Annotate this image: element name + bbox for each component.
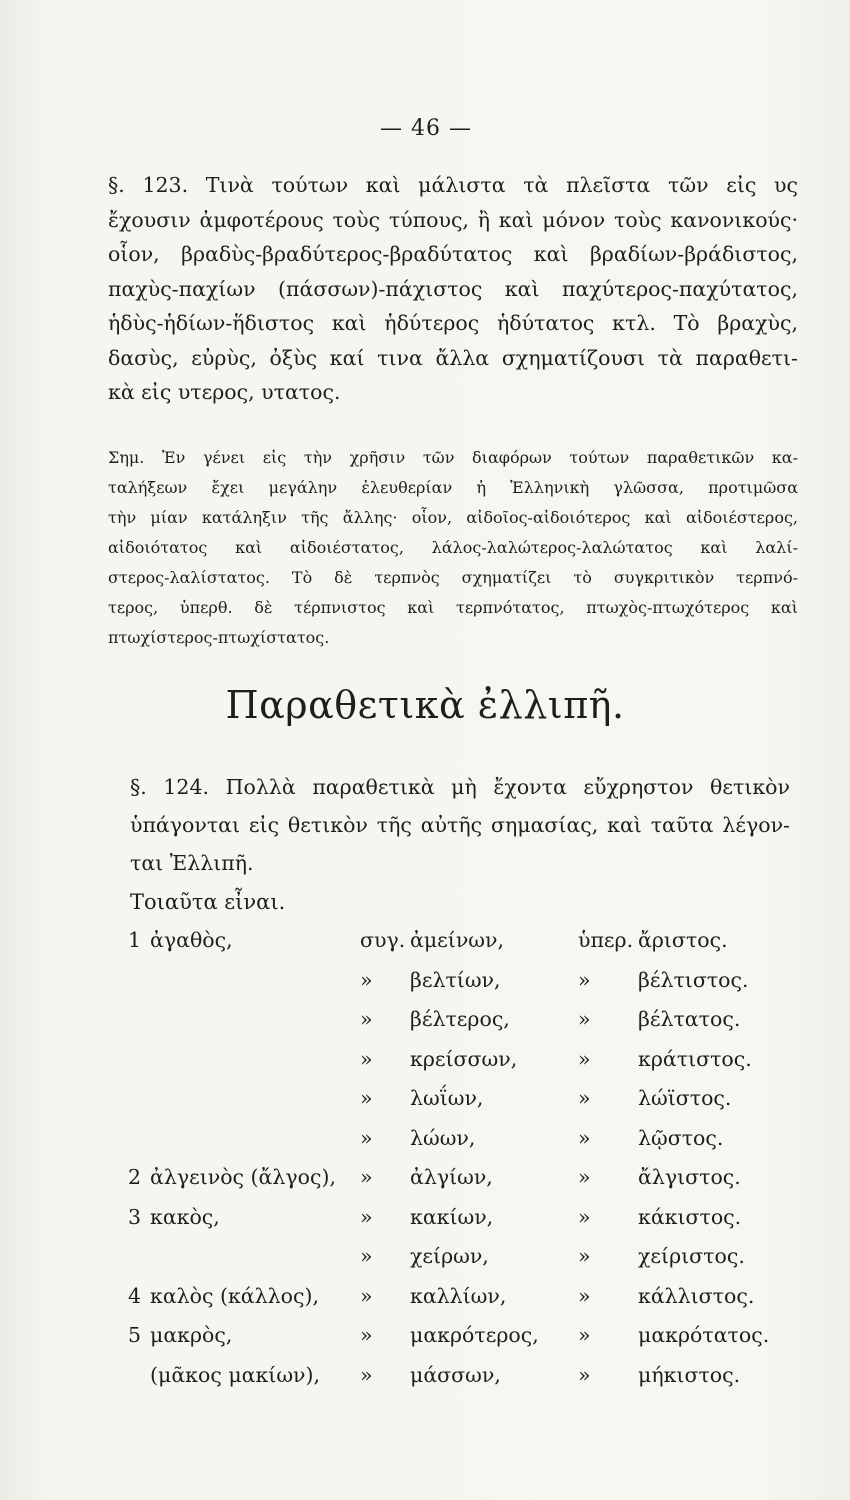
comparative-marker: » xyxy=(360,1046,373,1071)
superlative-marker: ὑπερ. xyxy=(578,928,634,952)
text-line: ὑπάγονται εἰς θετικὸν τῆς αὐτῆς σημασίας, καὶ ταῦτα λέγον- xyxy=(130,813,790,837)
superlative-form: βέλτατος. xyxy=(638,1007,741,1031)
text-line: δασὺς, εὐρὺς, ὀξὺς καί τινα ἄλλα σχηματίζουσι τὰ παραθετι- xyxy=(108,345,798,370)
comparative-marker: » xyxy=(360,1283,373,1308)
positive-form: (μᾶκος μακίων), xyxy=(150,1362,321,1387)
comparative-form: βελτίων, xyxy=(410,967,501,992)
superlative-marker: » xyxy=(578,1086,591,1110)
note-line: Σημ. Ἐν γένει εἰς τὴν χρῆσιν τῶν διαφόρων τούτων παραθετικῶν κα- xyxy=(108,448,798,467)
section-title: Παραθετικὰ ἐλλιπῆ. xyxy=(225,683,625,727)
text-line: ἡδὺς-ἡδίων-ἥδιστος καὶ ἡδύτερος ἡδύτατος κτλ. Τὸ βραχὺς, xyxy=(108,311,798,335)
comparative-form: κακίων, xyxy=(410,1204,494,1229)
superlative-form: ἄριστος. xyxy=(638,928,728,952)
table-row xyxy=(128,1047,788,1087)
note-line: τερος, ὑπερθ. δὲ τέρπνιστος καὶ τερπνότατος, πτωχὸς-πτωχότερος καὶ xyxy=(108,598,798,617)
note-line: ταλήξεων ἔχει μεγάλην ἐλευθερίαν ἡ Ἑλληνικὴ γλῶσσα, προτιμῶσα xyxy=(108,478,798,497)
note-block xyxy=(108,443,798,653)
comparative-form: χείρων, xyxy=(410,1244,489,1268)
positive-form: μακρὸς, xyxy=(150,1323,233,1347)
row-number: 1 xyxy=(128,928,142,952)
superlative-marker: » xyxy=(578,1125,591,1150)
comparative-form: καλλίων, xyxy=(410,1283,507,1308)
text-line: §. 123. Τινὰ τούτων καὶ μάλιστα τὰ πλεῖστα τῶν εἰς υς xyxy=(108,173,798,197)
table-row xyxy=(128,1205,788,1245)
superlative-form: χείριστος. xyxy=(638,1244,745,1268)
superlative-marker: » xyxy=(578,1362,591,1387)
comparative-marker: » xyxy=(360,1362,373,1387)
text-line: οἷον, βραδὺς-βραδύτερος-βραδύτατος καὶ βραδίων-βράδιστος, xyxy=(108,242,798,266)
comparative-marker: » xyxy=(360,967,373,992)
comparative-marker: » xyxy=(360,1125,373,1150)
superlative-marker: » xyxy=(578,967,591,992)
superlative-form: λῷστος. xyxy=(638,1125,724,1150)
comparative-marker: » xyxy=(360,1244,373,1268)
comparative-form: ἀλγίων, xyxy=(410,1165,493,1189)
text-line: παχὺς-παχίων (πάσσων)-πάχιστος καὶ παχύτερος-παχύτατος, xyxy=(108,276,798,301)
comparative-form: κρείσσων, xyxy=(410,1046,518,1071)
superlative-form: κάκιστος. xyxy=(638,1204,742,1229)
comparative-form: λωΐων, xyxy=(410,1086,484,1110)
note-line: στερος-λαλίστατος. Τὸ δὲ τερπνὸς σχηματίζει τὸ συγκριτικὸν τερπνό- xyxy=(108,568,798,587)
positive-form: κακὸς, xyxy=(150,1204,220,1229)
text-line: ται Ἐλλιπῆ. xyxy=(130,851,254,875)
superlative-marker: » xyxy=(578,1046,591,1071)
row-number: 4 xyxy=(128,1283,142,1308)
table-row xyxy=(128,968,788,1008)
superlative-marker: » xyxy=(578,1165,591,1189)
superlative-form: κάλλιστος. xyxy=(638,1283,755,1308)
superlative-form: ἄλγιστος. xyxy=(638,1165,741,1189)
paragraph-123 xyxy=(108,168,798,410)
superlative-form: μήκιστος. xyxy=(638,1362,741,1387)
text-line: κὰ εἰς υτερος, υτατος. xyxy=(108,380,341,404)
note-line: πτωχίστερος-πτωχίστατος. xyxy=(108,628,330,647)
table-row xyxy=(128,1284,788,1324)
superlative-marker: » xyxy=(578,1283,591,1308)
note-line: αἰδοιότατος καὶ αἰδοιέστατος, λάλος-λαλώτερος-λαλώτατος καὶ λαλί- xyxy=(108,538,798,557)
comparison-table xyxy=(128,928,788,1402)
positive-form: καλὸς (κάλλος), xyxy=(150,1283,319,1308)
superlative-form: βέλτιστος. xyxy=(638,967,749,992)
page-number: — 46 — xyxy=(380,116,472,141)
comparative-marker: » xyxy=(360,1007,373,1031)
comparative-form: μάσσων, xyxy=(410,1362,501,1387)
table-row xyxy=(128,1126,788,1166)
table-row xyxy=(128,1007,788,1047)
note-line: τὴν μίαν κατάληξιν τῆς ἄλλης· οἷον, αἰδοῖος-αἰδοιότερος καὶ αἰδοιέστερος, xyxy=(108,508,798,527)
table-intro: Τοιαῦτα εἶναι. xyxy=(130,890,286,914)
row-number: 3 xyxy=(128,1204,142,1229)
row-number: 5 xyxy=(128,1323,142,1347)
comparative-form: μακρότερος, xyxy=(410,1323,539,1347)
positive-form: ἀγαθὸς, xyxy=(150,928,233,952)
comparative-marker: » xyxy=(360,1165,373,1189)
comparative-form: ἀμείνων, xyxy=(410,928,504,952)
superlative-form: κράτιστος. xyxy=(638,1046,752,1071)
table-row xyxy=(128,928,788,968)
superlative-form: λώϊστος. xyxy=(638,1086,732,1110)
text-line: ἔχουσιν ἀμφοτέρους τοὺς τύπους, ἢ καὶ μόνον τοὺς κανονικούς· xyxy=(108,207,798,232)
superlative-marker: » xyxy=(578,1323,591,1347)
comparative-marker: » xyxy=(360,1204,373,1229)
paragraph-124 xyxy=(130,768,790,882)
table-row xyxy=(128,1363,788,1403)
row-number: 2 xyxy=(128,1165,142,1189)
comparative-marker: » xyxy=(360,1086,373,1110)
comparative-marker: συγ. xyxy=(360,928,406,952)
superlative-marker: » xyxy=(578,1007,591,1031)
comparative-form: βέλτερος, xyxy=(410,1007,510,1031)
table-row xyxy=(128,1165,788,1205)
table-row xyxy=(128,1086,788,1126)
text-line: §. 124. Πολλὰ παραθετικὰ μὴ ἔχοντα εὔχρηστον θετικὸν xyxy=(130,775,790,799)
table-row xyxy=(128,1244,788,1284)
positive-form: ἀλγεινὸς (ἄλγος), xyxy=(150,1165,336,1189)
comparative-form: λώων, xyxy=(410,1125,476,1150)
table-row xyxy=(128,1323,788,1363)
superlative-marker: » xyxy=(578,1204,591,1229)
superlative-marker: » xyxy=(578,1244,591,1268)
superlative-form: μακρότατος. xyxy=(638,1323,770,1347)
comparative-marker: » xyxy=(360,1323,373,1347)
